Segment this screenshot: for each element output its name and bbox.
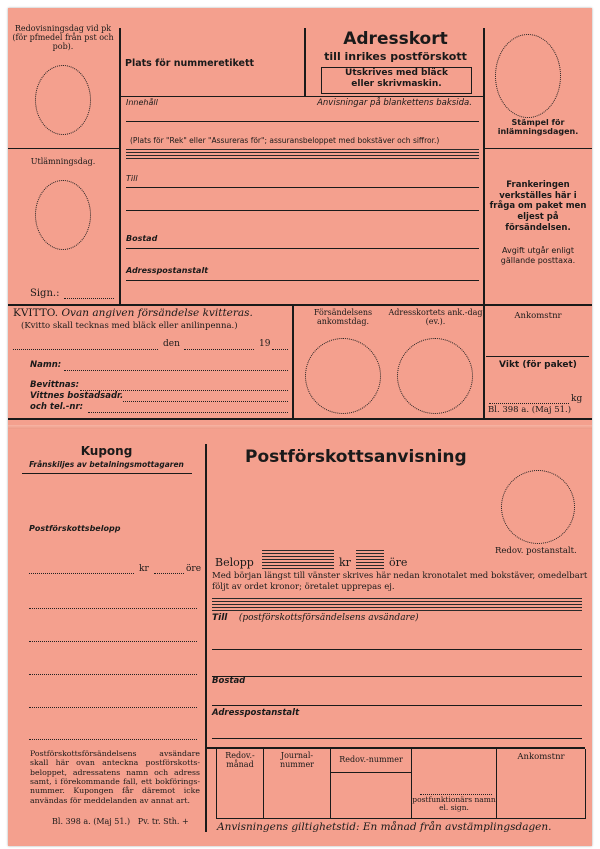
och-tel-line: [88, 412, 288, 413]
kupong-line-3: [29, 674, 197, 675]
kupong-ore: öre: [186, 564, 202, 574]
adresskortets-label: Adresskortets ank.-dag (ev.).: [388, 308, 483, 326]
ankomstnr-line: [486, 356, 589, 357]
bl-code-top: [488, 406, 571, 415]
stamp-circle-redov: [35, 65, 91, 135]
kupong-printer: Pv. tr. Sth. +: [137, 817, 189, 826]
kronor-hatch-bar: [212, 598, 582, 612]
redov-postanstalt-label: Redov. postanstalt.: [495, 546, 577, 556]
ankomstnr-label-top: Ankomstnr: [514, 311, 562, 321]
anvisning-bostad-label: Bostad: [212, 676, 246, 686]
anvisning-till-note: (postförskottsförsändelsens avsändare): [238, 613, 419, 623]
frankering-note: Frankeringen verkställes här i fråga om paket men eljest på försändelsen.: [489, 180, 587, 233]
table-top-rule: [205, 747, 585, 749]
col-postfunk: postfunktionärs namn el. sign.: [412, 795, 496, 813]
kupong-title-rule: [22, 473, 192, 474]
divider-right-column: [483, 28, 485, 304]
namn-label: Namn:: [30, 360, 62, 370]
anvisning-title: Postförskottsanvisning: [245, 447, 467, 467]
stamp-circle-redov-postanstalt: [501, 470, 575, 544]
divider-ankomst: [483, 306, 485, 418]
subtitle-inrikes: till inrikes postförskott: [324, 50, 467, 63]
anvisningar-note: Anvisningar på blankettens baksida.: [317, 98, 472, 108]
bostad-line: [126, 248, 479, 249]
anvisning-till-line-1: [212, 649, 582, 650]
kupong-sub: Frånskiljes av betalningsmottagaren: [29, 460, 184, 469]
bostad-label: Bostad: [126, 234, 158, 243]
bl-code-a: Bl. 398 a.: [488, 405, 530, 415]
instr-line-2: följt av ordet kronor; öretalet upprepas ej.: [212, 582, 395, 592]
table-right-edge: [585, 749, 586, 818]
forsandelsens-label: Försändelsens ankomstdag.: [313, 308, 373, 326]
sign-label: Sign.:: [30, 288, 60, 299]
kupong-code: Bl. 398 a.: [52, 817, 91, 826]
col-journal: Journal- nummer: [279, 751, 315, 769]
till-label: Till: [126, 174, 138, 183]
instr-line-1: Med början längst till vänster skrives här nedan kronotalet med bokstäver, omedelbart: [212, 571, 588, 581]
vikt-label: Vikt (för paket): [499, 360, 577, 370]
kupong-kr-line: [29, 573, 134, 574]
adresspostanstalt-label: Adresspostanstalt: [126, 266, 209, 275]
divider-kupong: [205, 444, 207, 832]
stamp-circle-utlamning: [35, 180, 91, 250]
rek-note: (Plats för "Rek" eller "Assureras för"; assuransbeloppet med bokstäver och siffror.): [130, 136, 440, 145]
redov-nummer-rule: [330, 772, 411, 773]
belopp-ore-hatch: [356, 550, 384, 570]
stamp-circle-adresskortets: [397, 338, 473, 414]
vittnes-label: Vittnes bostadsadr.: [30, 391, 124, 401]
kupong-date: (Maj 51.): [93, 817, 131, 826]
rule-right-mid: [483, 148, 592, 149]
rule-kvitto-bottom: [8, 418, 592, 420]
col-redov-manad: Redov.- månad: [225, 751, 255, 769]
stamp-circle-inlamning: [495, 34, 561, 118]
rule-title-bottom: [119, 96, 483, 97]
anvisning-adresspostanstalt-label: Adresspostanstalt: [212, 708, 300, 718]
namn-line: [64, 370, 288, 371]
innehall-label: Innehåll: [126, 98, 158, 107]
kvitto-heading: [13, 308, 253, 320]
title-adresskort: Adresskort: [343, 29, 448, 49]
kupong-line-4: [29, 707, 197, 708]
stampel-label: Stämpel för inlämningsdagen.: [497, 118, 579, 136]
till-row: [212, 614, 419, 624]
belopp-label: Belopp: [215, 556, 254, 569]
kvitto-year-line: [272, 349, 288, 350]
adresspostanstalt-line: [126, 280, 479, 281]
vikt-line: [489, 403, 569, 404]
kvitto-word: KVITTO.: [13, 307, 59, 319]
kvitto-place-line: [13, 349, 158, 350]
divider-left-column: [119, 28, 121, 304]
kg-label: kg: [571, 394, 583, 404]
anvisning-bostad-line: [212, 705, 582, 706]
anvisning-adresspostanstalt-line: [212, 738, 582, 739]
divider-kvitto: [292, 306, 294, 418]
kupong-ore-line: [154, 573, 184, 574]
anvisning-till-label: Till: [212, 613, 228, 623]
bevittnas-label: Bevittnas:: [30, 380, 80, 390]
till-line-2: [126, 210, 479, 211]
kupong-title: Kupong: [80, 444, 133, 458]
postal-form: [8, 8, 592, 846]
col-ankomstnr: Ankomstnr: [517, 752, 565, 762]
ink-instruction-box: [321, 67, 472, 94]
year-label: 19: [259, 339, 271, 349]
avgift-note: Avgift utgår enligt gällande posttaxa.: [500, 246, 576, 265]
table-bottom-rule: [216, 818, 586, 819]
redov-dag-label: Redovisningsdag vid pk (för pfmedel från pst och pob).: [12, 24, 114, 51]
till-line-1: [126, 187, 479, 188]
box-line-2: eller skrivmaskin.: [351, 79, 442, 89]
kupong-kr: kr: [139, 564, 149, 574]
den-label: den: [163, 339, 180, 349]
belopp-kr-hatch: [262, 550, 334, 570]
col-redov-nummer: Redov.-nummer: [339, 755, 403, 764]
plats-nummeretikett-label: Plats för nummeretikett: [125, 58, 255, 69]
box-line-1: Utskrives med bläck: [345, 68, 448, 78]
belopp-ore: öre: [389, 556, 408, 569]
kupong-code-line: [52, 818, 189, 827]
divider-title: [304, 28, 306, 96]
bl-date-a: (Maj 51.): [531, 405, 572, 415]
vittnes-line: [123, 401, 288, 402]
kupong-belopp-label: Postförskottsbelopp: [29, 524, 121, 533]
sign-line: [64, 298, 114, 299]
kupong-line-2: [29, 641, 197, 642]
paper-fold: [8, 425, 592, 429]
rule-top-section-bottom: [8, 304, 592, 306]
giltighet-note: Anvisningens giltighetstid: En månad från avstämplingsdagen.: [217, 821, 552, 833]
stamp-circle-forsandelsens: [305, 338, 381, 414]
innehall-line: [126, 121, 479, 122]
kvitto-sub: (Kvitto skall tecknas med bläck eller anilinpenna.): [21, 321, 238, 331]
kvitto-date-line: [184, 349, 254, 350]
rule-left-mid: [8, 148, 119, 149]
rek-hatch-bar: [126, 149, 479, 159]
kvitto-statement: Ovan angiven försändelse kvitteras.: [61, 307, 253, 319]
kupong-line-1: [29, 608, 197, 609]
kupong-footer-text: Postförskottsförsändelsens avsändare skall här ovan anteckna postförskotts-beloppet, adressatens namn och adress samt, i förekommande fall, ett bokförings-nummer. Kupongen får däremot icke användas för meddelanden av annat art.: [30, 749, 200, 805]
utlamning-label: Utlämningsdag.: [30, 157, 96, 166]
belopp-kr: kr: [339, 556, 351, 569]
anvisning-till-line-2: [212, 676, 582, 677]
och-tel-label: och tel.-nr:: [30, 402, 84, 412]
kupong-line-5: [29, 739, 197, 740]
